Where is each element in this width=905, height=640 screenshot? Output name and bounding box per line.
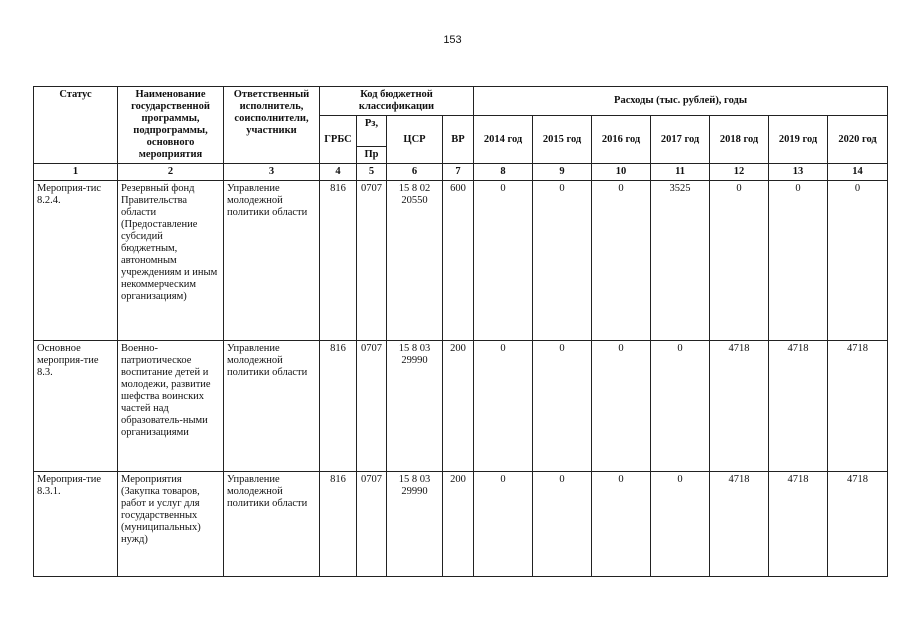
column-number: 10: [592, 164, 651, 181]
row-value-2014: 0: [474, 472, 533, 577]
row-value-2016: 0: [592, 472, 651, 577]
row-value-2016: 0: [592, 181, 651, 341]
column-number: 12: [710, 164, 769, 181]
row-value-2015: 0: [533, 472, 592, 577]
table-row: [34, 472, 888, 577]
table-row: [34, 181, 888, 341]
row-value-2020: 4718: [828, 472, 888, 577]
row-name: Военно-патриотическое воспитание детей и молодежи, развитие шефства воинских частей над образователь-ными организациями: [118, 341, 224, 472]
row-value-2016: 0: [592, 341, 651, 472]
row-status: Мероприя-тие 8.3.1.: [34, 472, 118, 577]
column-number: 6: [387, 164, 443, 181]
header-pr: Пр: [357, 147, 387, 164]
row-rzpr: 0707: [357, 181, 387, 341]
header-rz: Рз,: [357, 116, 387, 147]
row-value-2017: 3525: [651, 181, 710, 341]
row-value-2018: 4718: [710, 472, 769, 577]
header-budget-code: Код бюджетной классификации: [320, 87, 474, 116]
header-responsible: Ответственный исполнитель, соисполнители, участники: [224, 87, 320, 164]
column-number: 8: [474, 164, 533, 181]
row-responsible: Управление молодежной политики области: [224, 341, 320, 472]
header-year-2016: 2016 год: [592, 116, 651, 164]
row-value-2015: 0: [533, 181, 592, 341]
column-number: 5: [357, 164, 387, 181]
column-number: 7: [443, 164, 474, 181]
row-value-2018: 0: [710, 181, 769, 341]
row-csr: 15 8 03 29990: [387, 341, 443, 472]
header-grbs: ГРБС: [320, 116, 357, 164]
column-number: 9: [533, 164, 592, 181]
column-number: 3: [224, 164, 320, 181]
row-value-2018: 4718: [710, 341, 769, 472]
row-grbs: 816: [320, 181, 357, 341]
header-csr: ЦСР: [387, 116, 443, 164]
row-vr: 200: [443, 472, 474, 577]
table-row: [34, 341, 888, 472]
row-name: Резервный фонд Правительства области (Предоставление субсидий бюджетным, автономным учреждениям и иным некоммерческим организациям): [118, 181, 224, 341]
row-csr: 15 8 02 20550: [387, 181, 443, 341]
row-vr: 200: [443, 341, 474, 472]
row-value-2015: 0: [533, 341, 592, 472]
row-csr: 15 8 03 29990: [387, 472, 443, 577]
page-number: 153: [443, 34, 462, 46]
row-status: Основное мероприя-тие 8.3.: [34, 341, 118, 472]
row-value-2020: 0: [828, 181, 888, 341]
row-value-2019: 4718: [769, 341, 828, 472]
row-value-2019: 0: [769, 181, 828, 341]
column-number: 13: [769, 164, 828, 181]
header-year-2014: 2014 год: [474, 116, 533, 164]
row-grbs: 816: [320, 341, 357, 472]
row-value-2019: 4718: [769, 472, 828, 577]
column-number: 2: [118, 164, 224, 181]
column-number: 11: [651, 164, 710, 181]
row-name: Мероприятия (Закупка товаров, работ и услуг для государственных (муниципальных) нужд): [118, 472, 224, 577]
header-year-2020: 2020 год: [828, 116, 888, 164]
header-vr: ВР: [443, 116, 474, 164]
header-expenses: Расходы (тыс. рублей), годы: [474, 87, 888, 116]
header-year-2019: 2019 год: [769, 116, 828, 164]
row-responsible: Управление молодежной политики области: [224, 181, 320, 341]
row-value-2017: 0: [651, 341, 710, 472]
header-year-2017: 2017 год: [651, 116, 710, 164]
header-name: Наименование государственной программы, подпрограммы, основного мероприятия: [118, 87, 224, 164]
row-responsible: Управление молодежной политики области: [224, 472, 320, 577]
row-value-2014: 0: [474, 341, 533, 472]
header-status: Статус: [34, 87, 118, 164]
budget-table: [33, 86, 888, 577]
column-number: 1: [34, 164, 118, 181]
header-year-2018: 2018 год: [710, 116, 769, 164]
column-number: 4: [320, 164, 357, 181]
header-row-1: [34, 87, 888, 116]
row-vr: 600: [443, 181, 474, 341]
column-number-row: [34, 164, 888, 181]
header-year-2015: 2015 год: [533, 116, 592, 164]
column-number: 14: [828, 164, 888, 181]
row-rzpr: 0707: [357, 472, 387, 577]
row-value-2020: 4718: [828, 341, 888, 472]
row-value-2014: 0: [474, 181, 533, 341]
row-rzpr: 0707: [357, 341, 387, 472]
row-status: Мероприя-тис 8.2.4.: [34, 181, 118, 341]
row-value-2017: 0: [651, 472, 710, 577]
row-grbs: 816: [320, 472, 357, 577]
